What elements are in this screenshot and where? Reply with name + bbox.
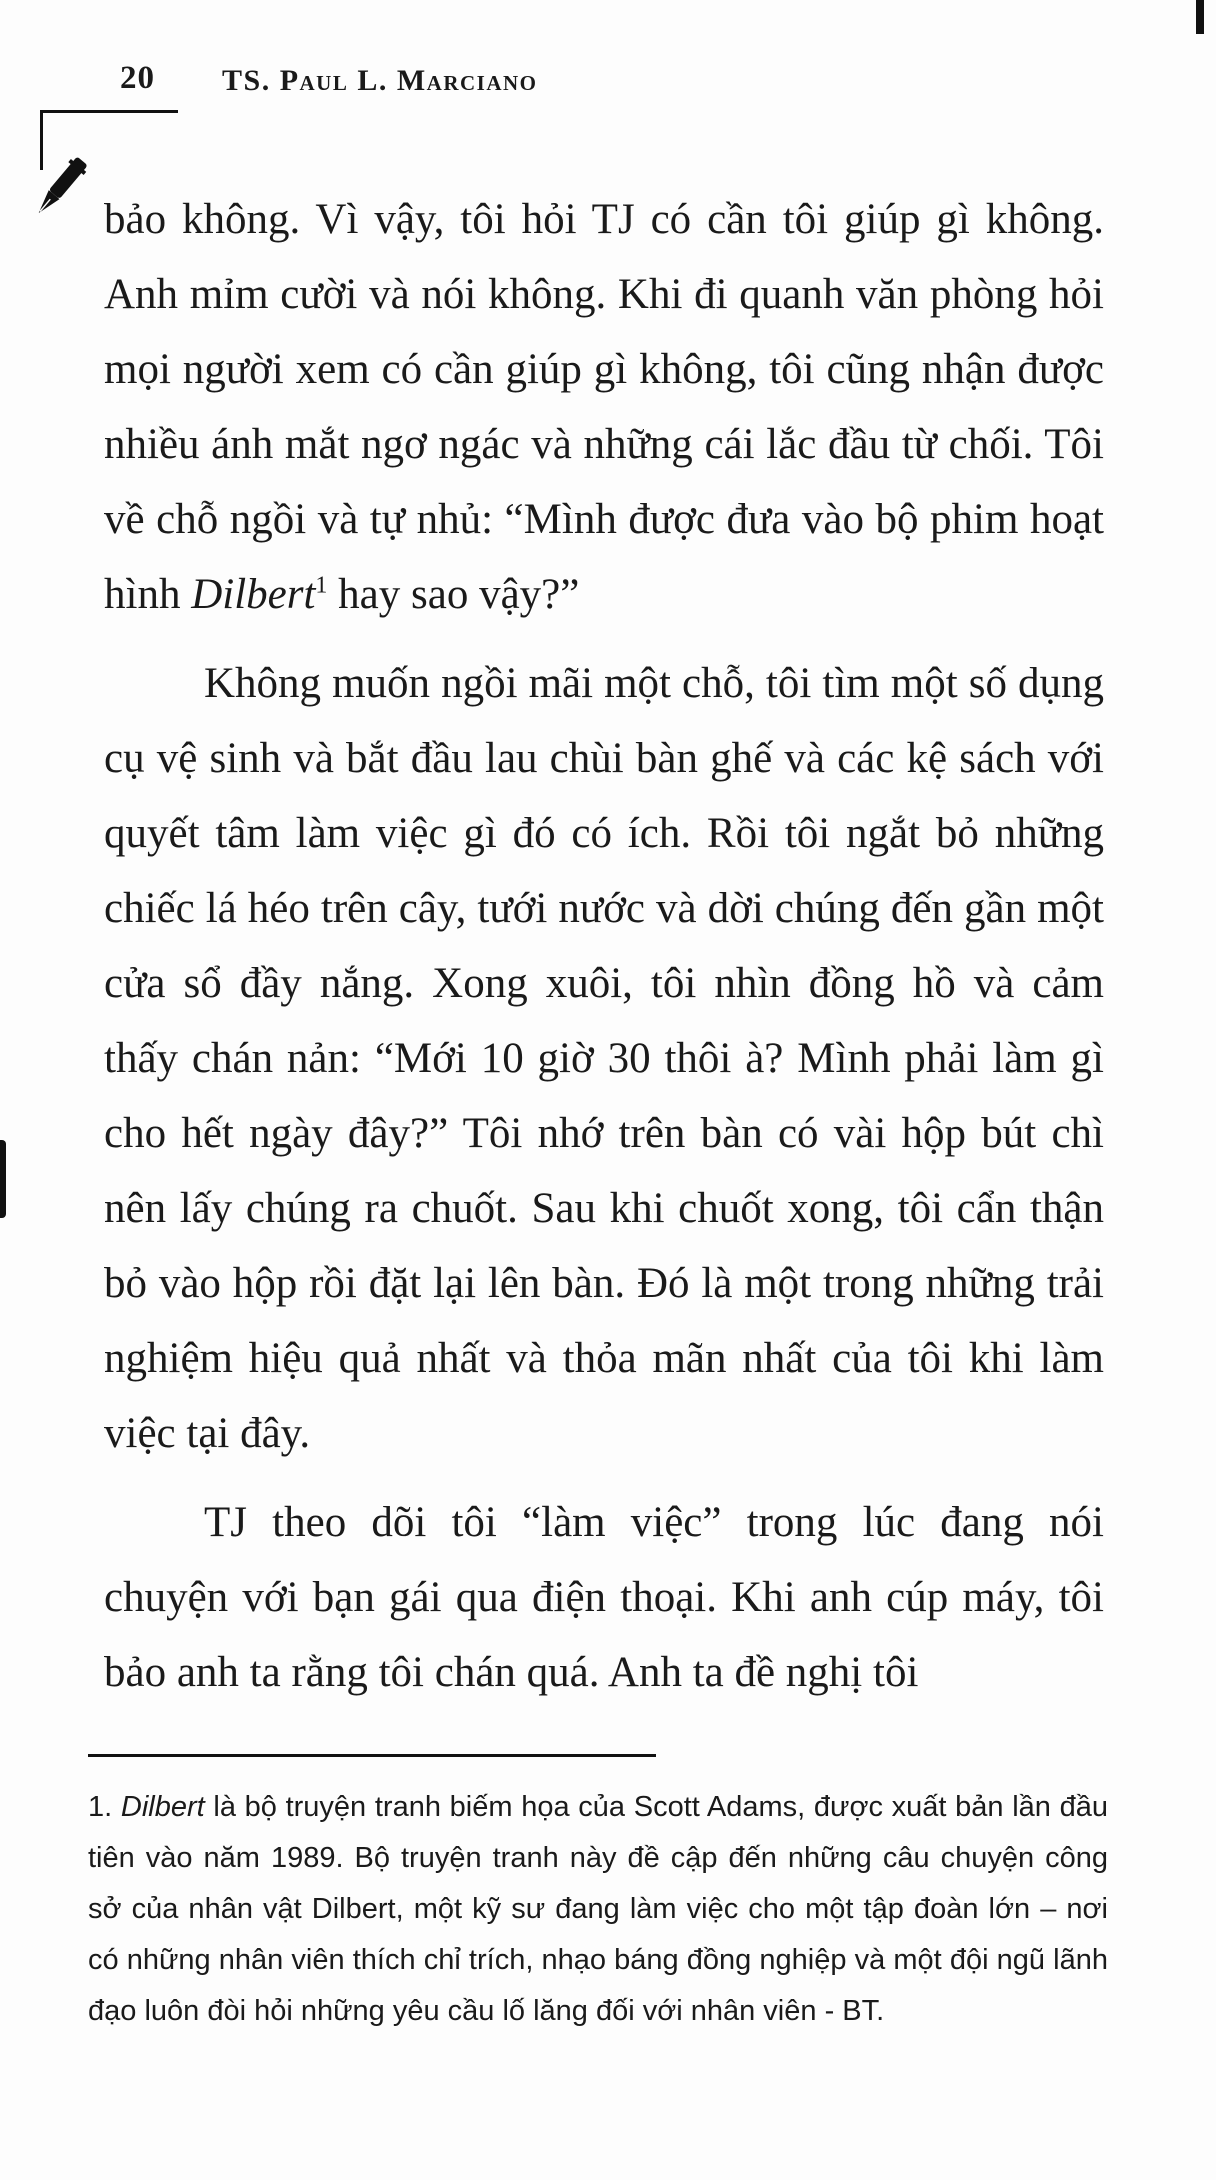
paragraph-1-end: hay sao vậy?” [327, 571, 580, 618]
paragraph-2: Không muốn ngồi mãi một chỗ, tôi tìm một số dụng cụ vệ sinh và bắt đầu lau chùi bàn ghế và các kệ sách với quyết tâm làm việc gì đó có ích. Rồi tôi ngắt bỏ những chiếc lá héo trên cây, tưới nước và dời chúng đến gần một cửa sổ đầy nắng. Xong xuôi, tôi nhìn đồng hồ và cảm thấy chán nản: “Mới 10 giờ 30 thôi à? Mình phải làm gì cho hết ngày đây?” Tôi nhớ trên bàn có vài hộp bút chì nên lấy chúng ra chuốt. Sau khi chuốt xong, tôi cẩn thận bỏ vào hộp rồi đặt lại lên bàn. Đó là một trong những trải nghiệm hiệu quả nhất và thỏa mãn nhất của tôi khi làm việc tại đây. [104, 660, 1104, 1457]
paragraph-3: TJ theo dõi tôi “làm việc” trong lúc đang nói chuyện với bạn gái qua điện thoại. Khi anh cúp máy, tôi bảo anh ta rằng tôi chán quá. Anh ta đề nghị tôi [104, 1499, 1104, 1696]
page-number: 20 [120, 60, 155, 96]
dilbert-title: Dilbert [191, 571, 316, 618]
body-text [104, 182, 1104, 1710]
footnote-ref[interactable]: 1 [315, 572, 328, 599]
footnote [88, 1782, 1108, 2037]
pen-nib-icon [18, 150, 98, 230]
footnote-title: Dilbert [120, 1791, 205, 1823]
page-edge-shadow [0, 1140, 6, 1218]
footnote-number: 1. [88, 1791, 121, 1823]
scan-edge-mark [1196, 0, 1204, 34]
running-head-author: TS. Paul L. Marciano [222, 64, 538, 97]
paragraph-1 [104, 182, 1104, 632]
footnote-text: là bộ truyện tranh biếm họa của Scott Adams, được xuất bản lần đầu tiên vào năm 1989. Bộ truyện tranh này đề cập đến những câu chuyện công sở của nhân vật Dilbert, một kỹ sư đang làm việc cho một tập đoàn lớn – nơi có những nhân viên thích chỉ trích, nhạo báng đồng nghiệp và một đội ngũ lãnh đạo luôn đòi hỏi những yêu cầu lố lăng đối với nhân viên - BT. [88, 1791, 1108, 2027]
footnote-rule [88, 1754, 656, 1757]
paragraph-1-text: bảo không. Vì vậy, tôi hỏi TJ có cần tôi giúp gì không. Anh mỉm cười và nói không. Khi đi quanh văn phòng hỏi mọi người xem có cần giúp gì không, tôi cũng nhận được nhiều ánh mắt ngơ ngác và những cái lắc đầu từ chối. Tôi về chỗ ngồi và tự nhủ: “Mình được đưa vào bộ phim hoạt hình [104, 196, 1104, 618]
header-rule [40, 110, 178, 113]
